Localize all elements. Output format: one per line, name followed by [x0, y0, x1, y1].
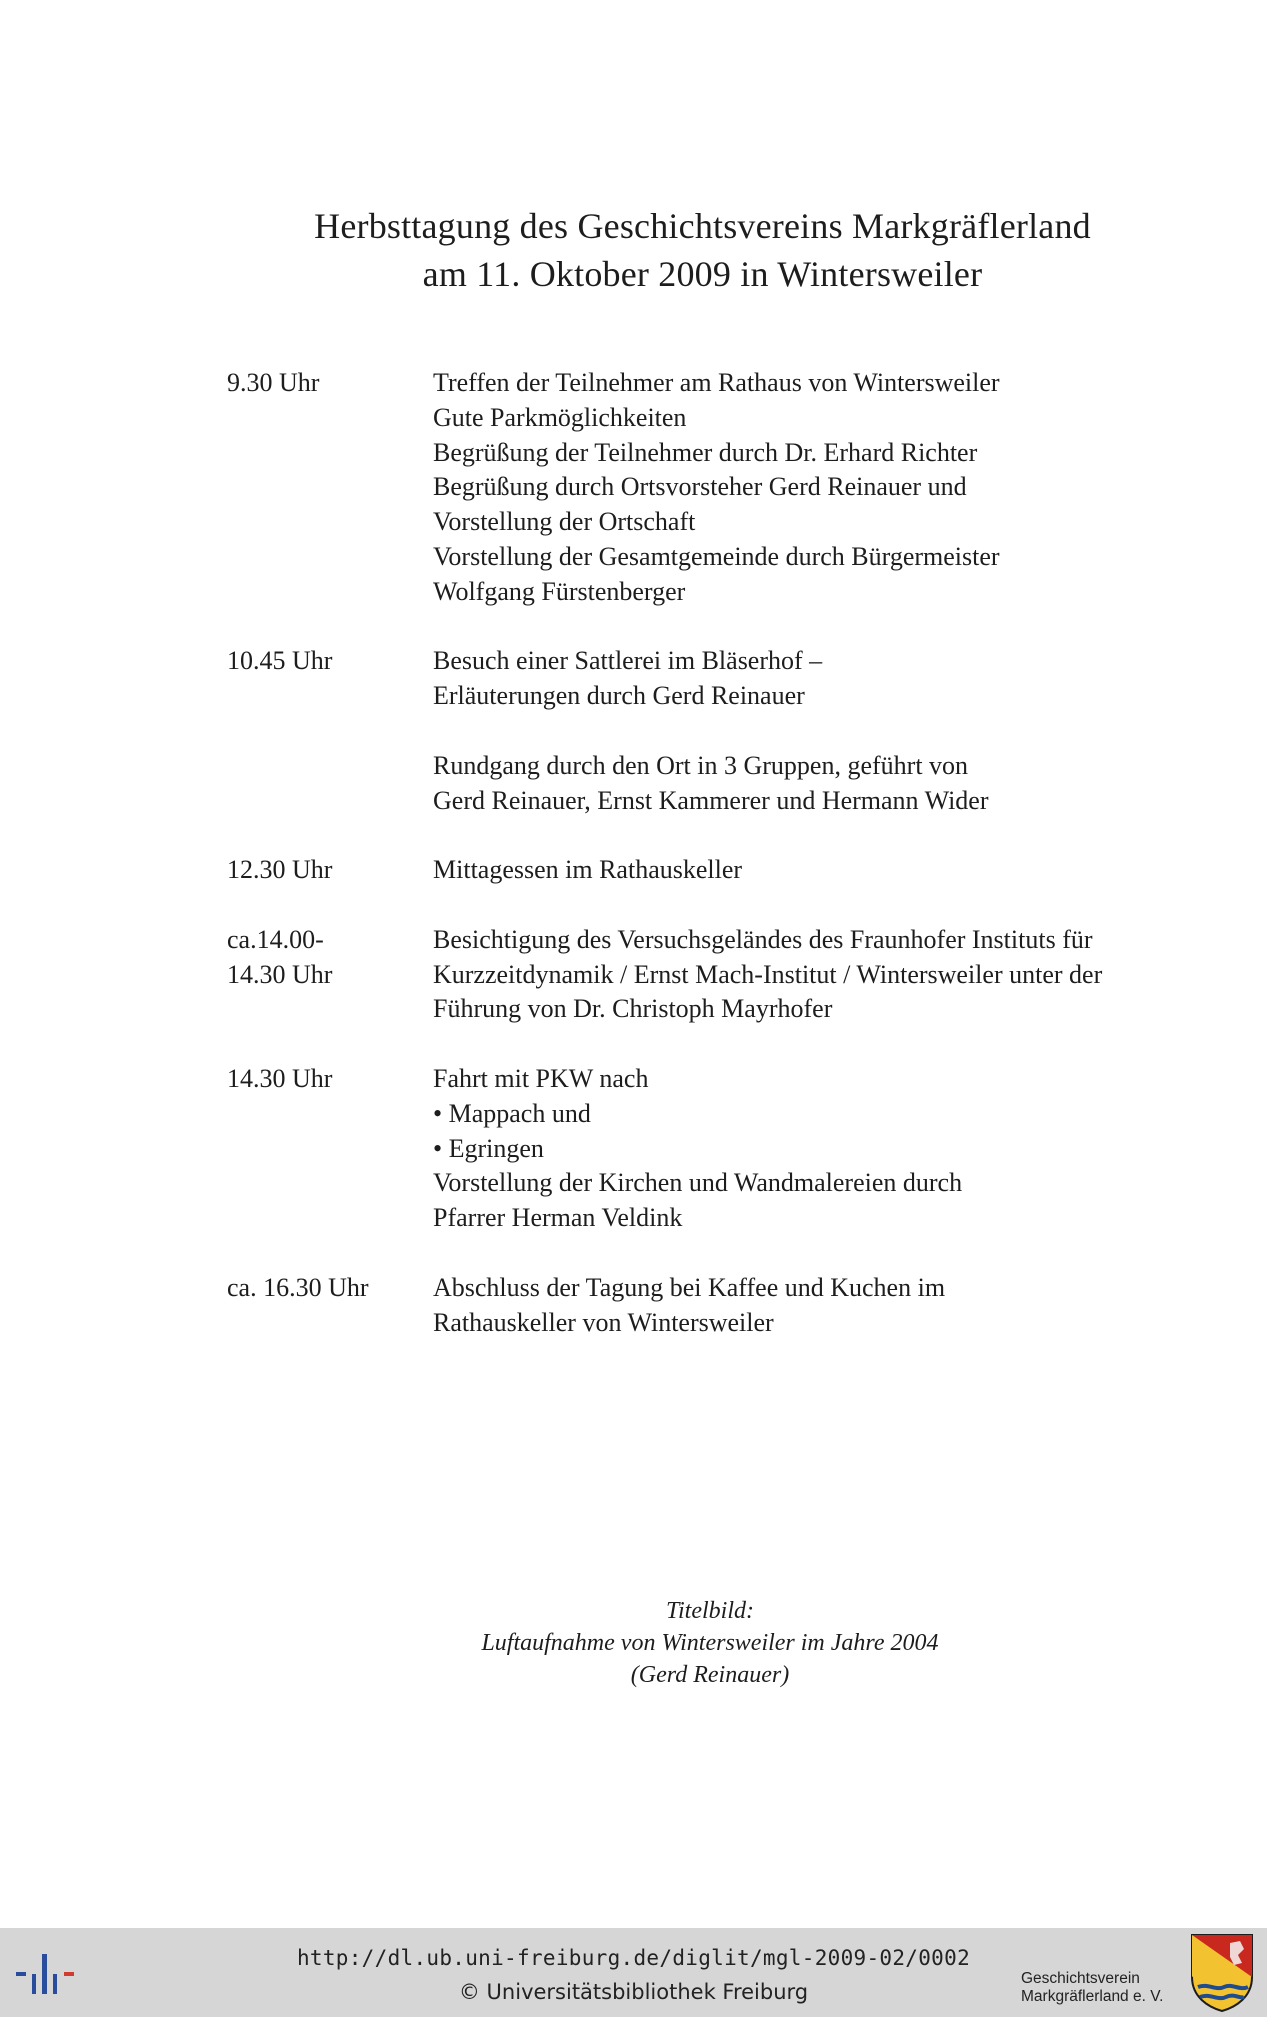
schedule-entry: [227, 923, 1227, 1027]
permalink-url[interactable]: http://dl.ub.uni-freiburg.de/diglit/mgl-2009-02/0002: [296, 1946, 971, 1970]
schedule-description: [433, 1271, 1227, 1341]
schedule-description-line: Rathauskeller von Wintersweiler: [433, 1307, 774, 1337]
schedule-description-line: Treffen der Teilnehmer am Rathaus von Wintersweiler: [433, 368, 1000, 397]
caption-heading: Titelbild:: [665, 1598, 754, 1624]
copyright-notice: © Universitätsbibliothek Freiburg: [458, 1980, 809, 2004]
cover-image-caption: [410, 1595, 1010, 1691]
schedule-entry: [227, 853, 1227, 888]
schedule-description-line: Kurzzeitdynamik / Ernst Mach-Institut / Wintersweiler unter der: [433, 959, 1103, 989]
schedule-description-line: Führung von Dr. Christoph Mayrhofer: [433, 994, 833, 1024]
schedule-entry: [227, 1271, 1227, 1341]
schedule-description-line: Wolfgang Fürstenberger: [433, 576, 686, 606]
coat-of-arms-icon: [1190, 1933, 1254, 2013]
schedule-description-line: Fahrt mit PKW nach: [433, 1063, 649, 1093]
schedule-description-line: Begrüßung der Teilnehmer durch Dr. Erhard Richter: [433, 437, 978, 467]
schedule-time: 10.45 Uhr: [227, 646, 333, 676]
schedule-description: [433, 923, 1227, 1027]
schedule-description-line: Gute Parkmöglichkeiten: [433, 402, 687, 432]
schedule-description-line: Erläuterungen durch Gerd Reinauer: [433, 681, 805, 711]
schedule-entry: [227, 366, 1227, 610]
caption-credit: (Gerd Reinauer): [630, 1662, 790, 1688]
schedule-description: [433, 853, 1227, 888]
paragraph-gap: [433, 714, 1227, 749]
schedule-time: ca.14.00- 14.30 Uhr: [227, 924, 333, 989]
schedule-time: ca. 16.30 Uhr: [227, 1272, 369, 1302]
schedule-description-line: Rundgang durch den Ort in 3 Gruppen, geführt von: [433, 750, 969, 780]
society-name-line-1: Geschichtsverein: [1021, 1970, 1140, 1987]
schedule-description-line: • Egringen: [433, 1133, 544, 1163]
schedule-description-line: Pfarrer Herman Veldink: [433, 1203, 683, 1233]
schedule-description-line: Vorstellung der Ortschaft: [433, 507, 696, 537]
schedule-description: [433, 644, 1227, 818]
schedule-description: [433, 1062, 1227, 1236]
document-title: [0, 202, 1267, 298]
schedule-description-line: • Mappach und: [433, 1098, 591, 1128]
title-line-2: am 11. Oktober 2009 in Wintersweiler: [422, 254, 983, 294]
schedule-entry: [227, 644, 1227, 818]
footer-bar: [0, 1928, 1267, 2017]
society-name-line-2: Markgräflerland e. V.: [1021, 1988, 1164, 2005]
society-name: [1021, 1970, 1163, 2006]
schedule-table: [227, 366, 1227, 1375]
schedule-entry: [227, 1062, 1227, 1236]
schedule-description-line: Abschluss der Tagung bei Kaffee und Kuchen im: [433, 1272, 946, 1302]
schedule-time: 9.30 Uhr: [227, 368, 320, 397]
schedule-description-line: Vorstellung der Gesamtgemeinde durch Bürgermeister: [433, 541, 1000, 571]
schedule-description-line: Mittagessen im Rathauskeller: [433, 855, 743, 885]
schedule-description-line: Gerd Reinauer, Ernst Kammerer und Hermann Wider: [433, 785, 989, 815]
schedule-description-line: Begrüßung durch Ortsvorsteher Gerd Reinauer und: [433, 472, 967, 502]
schedule-description-line: Besuch einer Sattlerei im Bläserhof –: [433, 646, 823, 676]
schedule-time: 12.30 Uhr: [227, 855, 333, 885]
caption-description: Luftaufnahme von Wintersweiler im Jahre 2004: [481, 1630, 939, 1656]
schedule-description-line: Besichtigung des Versuchsgeländes des Fraunhofer Instituts für: [433, 924, 1093, 954]
title-line-1: Herbsttagung des Geschichtsvereins Markgräflerland: [314, 206, 1091, 246]
schedule-description-line: Vorstellung der Kirchen und Wandmalereien durch: [433, 1168, 963, 1198]
schedule-description: [433, 366, 1227, 610]
schedule-time: 14.30 Uhr: [227, 1063, 333, 1093]
